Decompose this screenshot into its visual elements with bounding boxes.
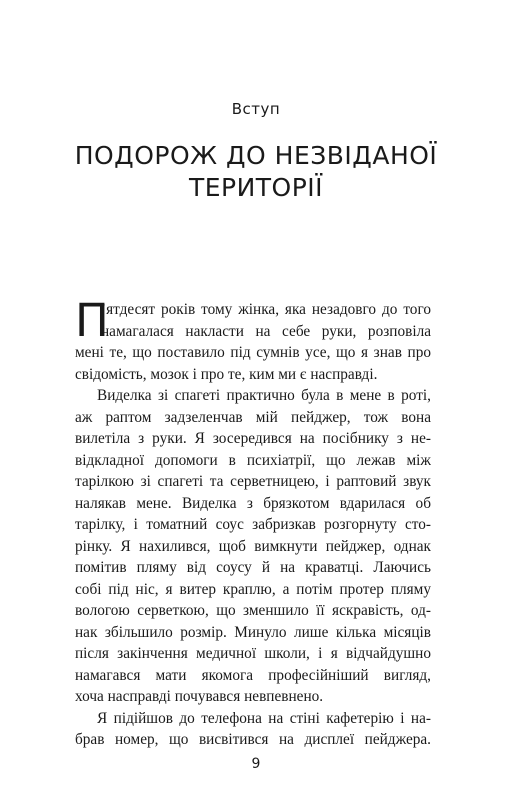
chapter-title bbox=[0, 140, 512, 204]
paragraph-3-line: Я підійшов до телефона на стіні кафетерію і на- bbox=[97, 709, 431, 727]
paragraph-2-line: тарілкою зі спагеті та серветницею, і раптовий звук bbox=[75, 473, 431, 490]
paragraph-2-line: аж раптом задзеленчав мій пейджер, тож вона bbox=[75, 408, 431, 426]
body-text bbox=[75, 294, 431, 751]
paragraph-2-line: рінку. Я нахилився, щоб вимкнути пейджер, однак bbox=[75, 537, 431, 555]
drop-cap: П bbox=[75, 294, 109, 347]
paragraph-2-line: собі під ніс, я витер краплю, а потім протер пляму bbox=[75, 580, 431, 598]
paragraph-2-line: намагався мати якомога професійніший вигляд, bbox=[75, 666, 431, 684]
paragraph-1-line: ’ятдесят років тому жінка, яка незадовго до того bbox=[101, 301, 431, 318]
paragraph-2-line: нак збільшило розмір. Минуло лише кілька місяців bbox=[75, 623, 431, 641]
paragraph-2-line: налякав мене. Виделка з брязкотом вдарилася об bbox=[75, 494, 431, 512]
chapter-title-line-1: ПОДОРОЖ ДО НЕЗВІДАНОЇ bbox=[74, 141, 438, 170]
chapter-title-line-2: ТЕРИТОРІЇ bbox=[188, 173, 324, 202]
paragraph-2-line: тарілку, і томатний соус забризкав розгорнуту сто- bbox=[75, 516, 431, 533]
paragraph-2-line: вологою серветкою, що зменшило її яскравість, од- bbox=[75, 602, 431, 619]
paragraph-2-line: після закінчення медичної школи, і я відчайдушно bbox=[75, 645, 431, 662]
paragraph-3-line: брав номер, що висвітився на дисплеї пейджера. bbox=[75, 731, 431, 748]
page-number: 9 bbox=[251, 756, 261, 772]
paragraph-1-line: свідомість, мозок і про те, ким ми є насправді. bbox=[75, 365, 378, 383]
paragraph-2-line: Виделка зі спагеті практично була в мене в роті, bbox=[97, 387, 431, 404]
paragraph-1-line: намагалася накласти на себе руки, розповіла bbox=[101, 322, 431, 340]
paragraph-1-line: мені те, що поставило під сумнів усе, що я знав про bbox=[75, 344, 431, 361]
paragraph-2-line: хоча насправді почувався невпевнено. bbox=[75, 688, 324, 705]
paragraph-2-line: відкладної допомоги в психіатрії, що лежав між bbox=[75, 451, 431, 469]
section-label: Вступ bbox=[231, 100, 281, 118]
paragraph-2-line: помітив пляму від соусу й на краватці. Лаючись bbox=[75, 559, 431, 576]
paragraph-2-line: вилетіла з руки. Я зосередився на посібнику з не- bbox=[75, 430, 431, 447]
